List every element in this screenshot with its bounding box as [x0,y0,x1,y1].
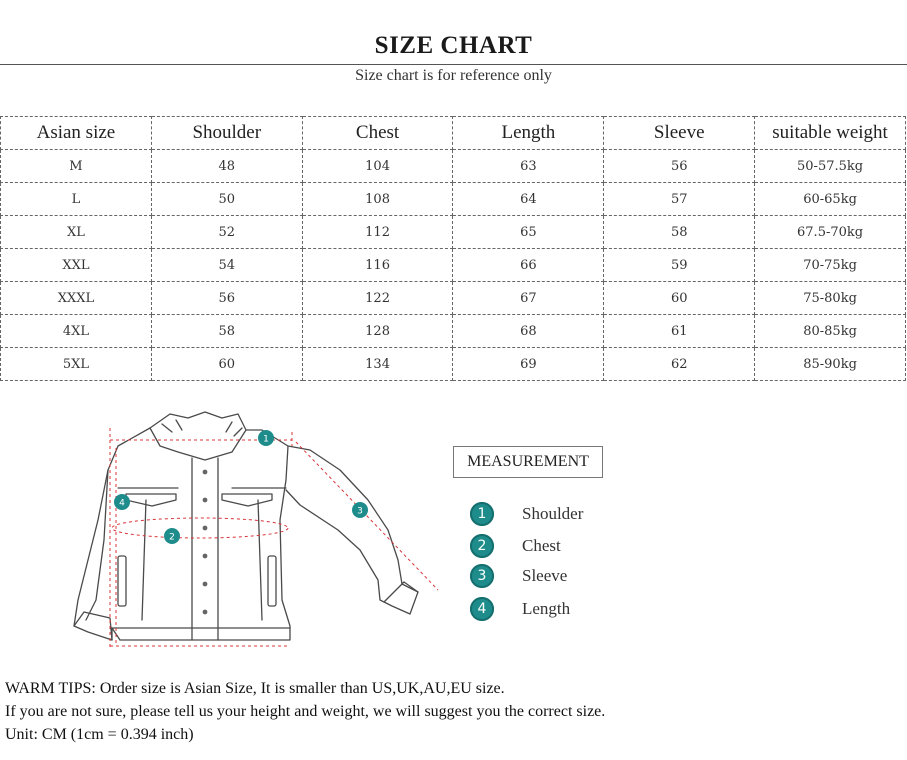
header-chest: Chest [302,117,453,150]
table-row [1,183,906,216]
cell-size: L [1,183,152,216]
cell-shoulder: 56 [151,282,302,315]
page-title: SIZE CHART [374,32,533,59]
cell-length: 63 [453,150,604,183]
legend-label: Sleeve [522,566,568,585]
cell-length: 69 [453,348,604,381]
header-weight: suitable weight [755,117,906,150]
cell-sleeve: 60 [604,282,755,315]
cell-sleeve: 62 [604,348,755,381]
table-row [1,348,906,381]
table-row [1,249,906,282]
cell-chest: 128 [302,315,453,348]
cell-size: XL [1,216,152,249]
marker-1: 1 [263,434,269,445]
cell-shoulder: 48 [151,150,302,183]
number-4-icon: 4 [470,597,494,621]
cell-sleeve: 59 [604,249,755,282]
legend-item-length [470,596,570,622]
measurement-title: MEASUREMENT [453,446,603,478]
cell-weight: 70-75kg [755,249,906,282]
cell-size: 4XL [1,315,152,348]
cell-chest: 108 [302,183,453,216]
cell-length: 64 [453,183,604,216]
cell-weight: 67.5-70kg [755,216,906,249]
cell-weight: 80-85kg [755,315,906,348]
cell-chest: 122 [302,282,453,315]
cell-shoulder: 54 [151,249,302,282]
cell-chest: 116 [302,249,453,282]
table-row [1,315,906,348]
cell-weight: 50-57.5kg [755,150,906,183]
header-sleeve: Sleeve [604,117,755,150]
tips-line-3: Unit: CM (1cm = 0.394 inch) [5,726,194,743]
warm-tips [5,677,895,746]
cell-length: 66 [453,249,604,282]
sleeve-outline [286,446,418,614]
number-2-icon: 2 [470,534,494,558]
page-subtitle: Size chart is for reference only [355,67,552,84]
table-row [1,216,906,249]
legend-item-shoulder [470,501,583,527]
tips-line-1: WARM TIPS: Order size is Asian Size, It is smaller than US,UK,AU,EU size. [5,680,505,697]
cell-size: XXXL [1,282,152,315]
cell-shoulder: 52 [151,216,302,249]
cell-weight: 60-65kg [755,183,906,216]
cell-chest: 112 [302,216,453,249]
collar-outline [150,412,246,460]
legend-item-chest [470,533,561,559]
diagram-markers [114,430,368,544]
title-divider [0,64,907,65]
size-table [0,116,906,381]
cell-length: 67 [453,282,604,315]
cell-length: 65 [453,216,604,249]
legend-label: Chest [522,536,561,555]
header-shoulder: Shoulder [151,117,302,150]
number-3-icon: 3 [470,564,494,588]
tips-line-2: If you are not sure, please tell us your height and weight, we will suggest you the correct size. [5,703,606,720]
table-row [1,150,906,183]
jacket-diagram [60,400,460,660]
cell-chest: 134 [302,348,453,381]
number-1-icon: 1 [470,502,494,526]
header-length: Length [453,117,604,150]
cell-length: 68 [453,315,604,348]
cell-shoulder: 60 [151,348,302,381]
marker-3: 3 [357,506,363,517]
cell-shoulder: 50 [151,183,302,216]
legend-item-sleeve [470,563,567,589]
table-header-row [1,117,906,150]
cell-size: 5XL [1,348,152,381]
cell-sleeve: 61 [604,315,755,348]
chest-guide [112,518,288,538]
marker-2: 2 [169,532,175,543]
cell-weight: 75-80kg [755,282,906,315]
jacket-body-outline [74,428,290,640]
legend-label: Shoulder [522,504,584,523]
cell-sleeve: 57 [604,183,755,216]
cell-chest: 104 [302,150,453,183]
legend-label: Length [522,599,571,618]
cell-size: M [1,150,152,183]
cell-shoulder: 58 [151,315,302,348]
cell-sleeve: 58 [604,216,755,249]
marker-4: 4 [119,498,125,509]
cell-size: XXL [1,249,152,282]
header-asian-size: Asian size [1,117,152,150]
table-row [1,282,906,315]
cell-weight: 85-90kg [755,348,906,381]
cell-sleeve: 56 [604,150,755,183]
